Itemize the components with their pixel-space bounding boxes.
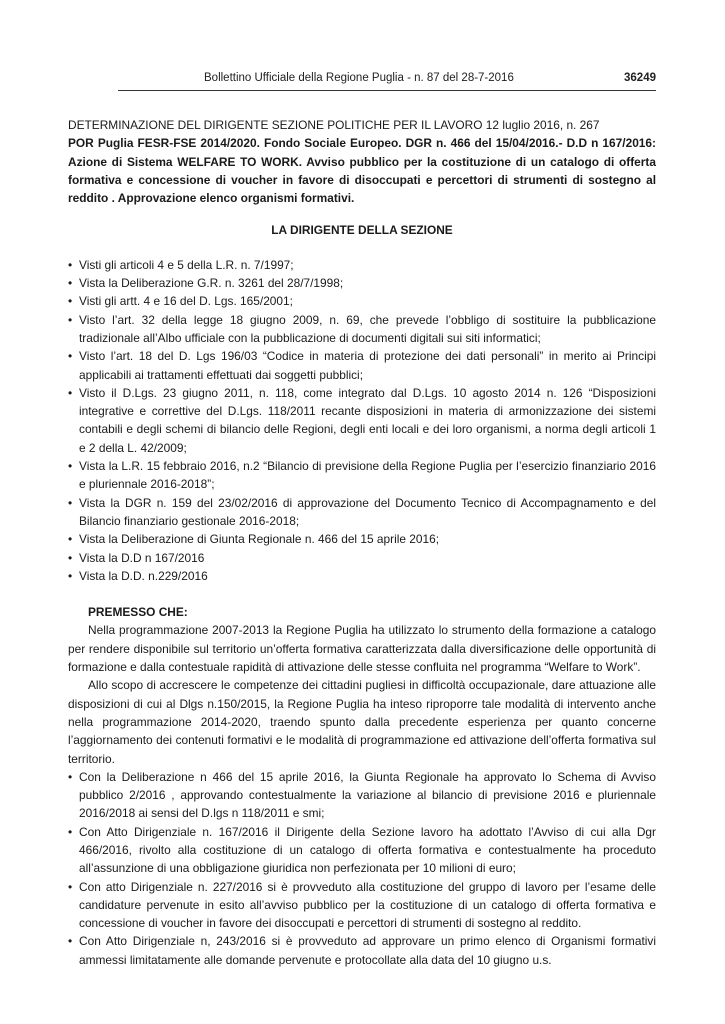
list-item: • Visti gli artt. 4 e 16 del D. Lgs. 165/2001; bbox=[68, 292, 656, 310]
list-item: • Con Atto Dirigenziale n, 243/2016 si è provveduto ad approvare un primo elenco di Organismi formativi ammessi limitatamente alle domande pervenute e protocollate alla data del 10 giugno u.s. bbox=[68, 934, 656, 967]
page-header bbox=[118, 70, 656, 91]
list-item: • Visto il D.Lgs. 23 giugno 2011, n. 118, come integrato dal D.Lgs. 10 agosto 2014 n. 126 “Disposizioni integrative e correttive del D.Lgs. 118/2011 recante disposizioni in materia di armonizzazione dei sistemi contabili e degli schemi di bilancio delle Regioni, degli enti locali e dei loro organismi, a norma degli articoli 1 e 2 della L. 42/2009; bbox=[68, 385, 656, 455]
bullet-icon: • bbox=[68, 312, 73, 327]
bullet-icon: • bbox=[68, 495, 73, 510]
list-item: • Vista la Deliberazione G.R. n. 3261 del 28/7/1998; bbox=[68, 274, 656, 292]
list-item: • Con Atto Dirigenziale n. 167/2016 il Dirigente della Sezione lavoro ha adottato l’Avviso di cui alla Dgr 466/2016, rivolto alla costituzione di un catalogo di offerta formativa e contestualmente ha proceduto all’assunzione di una obbligazione giuridica non perfezionata per 10 milioni di euro; bbox=[68, 824, 656, 876]
list-item: • Con la Deliberazione n 466 del 15 aprile 2016, la Giunta Regionale ha approvato lo Schema di Avviso pubblico 2/2016 , approvando contestualmente la variazione al bilancio di previsione 2016 e pluriennale 2016/2018 ai sensi del D.lgs n 118/2011 e smi; bbox=[68, 769, 656, 821]
list-item: • Vista la DGR n. 159 del 23/02/2016 di approvazione del Documento Tecnico di Accompagnamento e del Bilancio finanziario gestionale 2016-2018; bbox=[68, 495, 656, 528]
list-item: • Con atto Dirigenziale n. 227/2016 si è provveduto alla costituzione del gruppo di lavoro per l’esame delle candidature pervenute in esito all’avviso pubblico per la costituzione di un catalogo di offerta formativa e concessione di voucher in favore dei disoccupati e percettori di strumenti di sostegno al reddito. bbox=[68, 879, 656, 931]
bullet-icon: • bbox=[68, 276, 73, 291]
determination-subject: POR Puglia FESR-FSE 2014/2020. Fondo Sociale Europeo. DGR n. 466 del 15/04/2016.- D.D n 167/2016: Azione di Sistema WELFARE TO WORK. Avviso pubblico per la costituzione di un catalogo di offerta formativa e concessione di voucher in favore di disoccupati e percettori di strumenti di sostegno al reddito . Approvazione elenco organismi formativi. bbox=[68, 136, 656, 206]
list-item: • Visto l’art. 32 della legge 18 giugno 2009, n. 69, che prevede l’obbligo di sostituire la pubblicazione tradizionale all’Albo ufficiale con la pubblicazione di documenti digitali sui siti informatici; bbox=[68, 312, 656, 345]
list-item: • Visti gli articoli 4 e 5 della L.R. n. 7/1997; bbox=[68, 256, 656, 274]
bulletin-title: Bollettino Ufficiale della Regione Puglia - n. 87 del 28-7-2016 bbox=[204, 72, 514, 84]
list-item: • Vista la Deliberazione di Giunta Regionale n. 466 del 15 aprile 2016; bbox=[68, 530, 656, 548]
list-item: • Vista la L.R. 15 febbraio 2016, n.2 “Bilancio di previsione della Regione Puglia per l’esercizio finanziario 2016 e pluriennale 2016-2018”; bbox=[68, 459, 656, 492]
section-title: LA DIRIGENTE DELLA SEZIONE bbox=[271, 223, 453, 238]
determination-title: DETERMINAZIONE DEL DIRIGENTE SEZIONE POLITICHE PER IL LAVORO 12 luglio 2016, n. 267 bbox=[68, 118, 600, 132]
bullet-icon: • bbox=[68, 769, 73, 784]
list-item: • Vista la D.D. n.229/2016 bbox=[68, 567, 656, 585]
bullet-icon: • bbox=[68, 532, 73, 547]
document-body bbox=[68, 116, 656, 969]
bullet-icon: • bbox=[68, 294, 73, 309]
bullet-icon: • bbox=[68, 824, 73, 839]
premesso-list bbox=[68, 768, 656, 969]
list-item: • Visto l’art. 18 del D. Lgs 196/03 “Codice in materia di protezione dei dati personali” in merito ai Principi applicabili ai trattamenti effettuati dai soggetti pubblici; bbox=[68, 349, 656, 382]
bullet-icon: • bbox=[68, 385, 73, 400]
visti-list bbox=[68, 256, 656, 585]
bullet-icon: • bbox=[68, 257, 73, 272]
premesso-heading: PREMESSO CHE: bbox=[88, 605, 188, 620]
bullet-icon: • bbox=[68, 349, 73, 364]
premesso-paragraph: Nella programmazione 2007-2013 la Regione Puglia ha utilizzato lo strumento della formazione a catalogo per rendere disponibile sul territorio un’offerta formativa caratterizzata dalla diversificazione delle opportunità di formazione e dalla contestuale rapidità di attivazione delle stesse confluita nel programma “Welfare to Work”. bbox=[68, 623, 656, 675]
bullet-icon: • bbox=[68, 934, 73, 949]
list-item: • Vista la D.D n 167/2016 bbox=[68, 549, 656, 567]
bullet-icon: • bbox=[68, 879, 73, 894]
bullet-icon: • bbox=[68, 550, 73, 565]
page-number: 36249 bbox=[624, 72, 656, 84]
premesso-paragraph: Allo scopo di accrescere le competenze dei cittadini pugliesi in difficoltà occupazionale, dare attuazione alle disposizioni di cui al Dlgs n.150/2015, la Regione Puglia ha inteso riproporre tale modalità di intervento anche nella programmazione 2014-2020, traendo spunto dalla precedente esperienza per quanto concerne l’aggiornamento dei contenuti formativi e le modalità di programmazione ed attivazione dell’offerta formativa sul territorio. bbox=[68, 678, 656, 766]
bullet-icon: • bbox=[68, 459, 73, 474]
bullet-icon: • bbox=[68, 568, 73, 583]
